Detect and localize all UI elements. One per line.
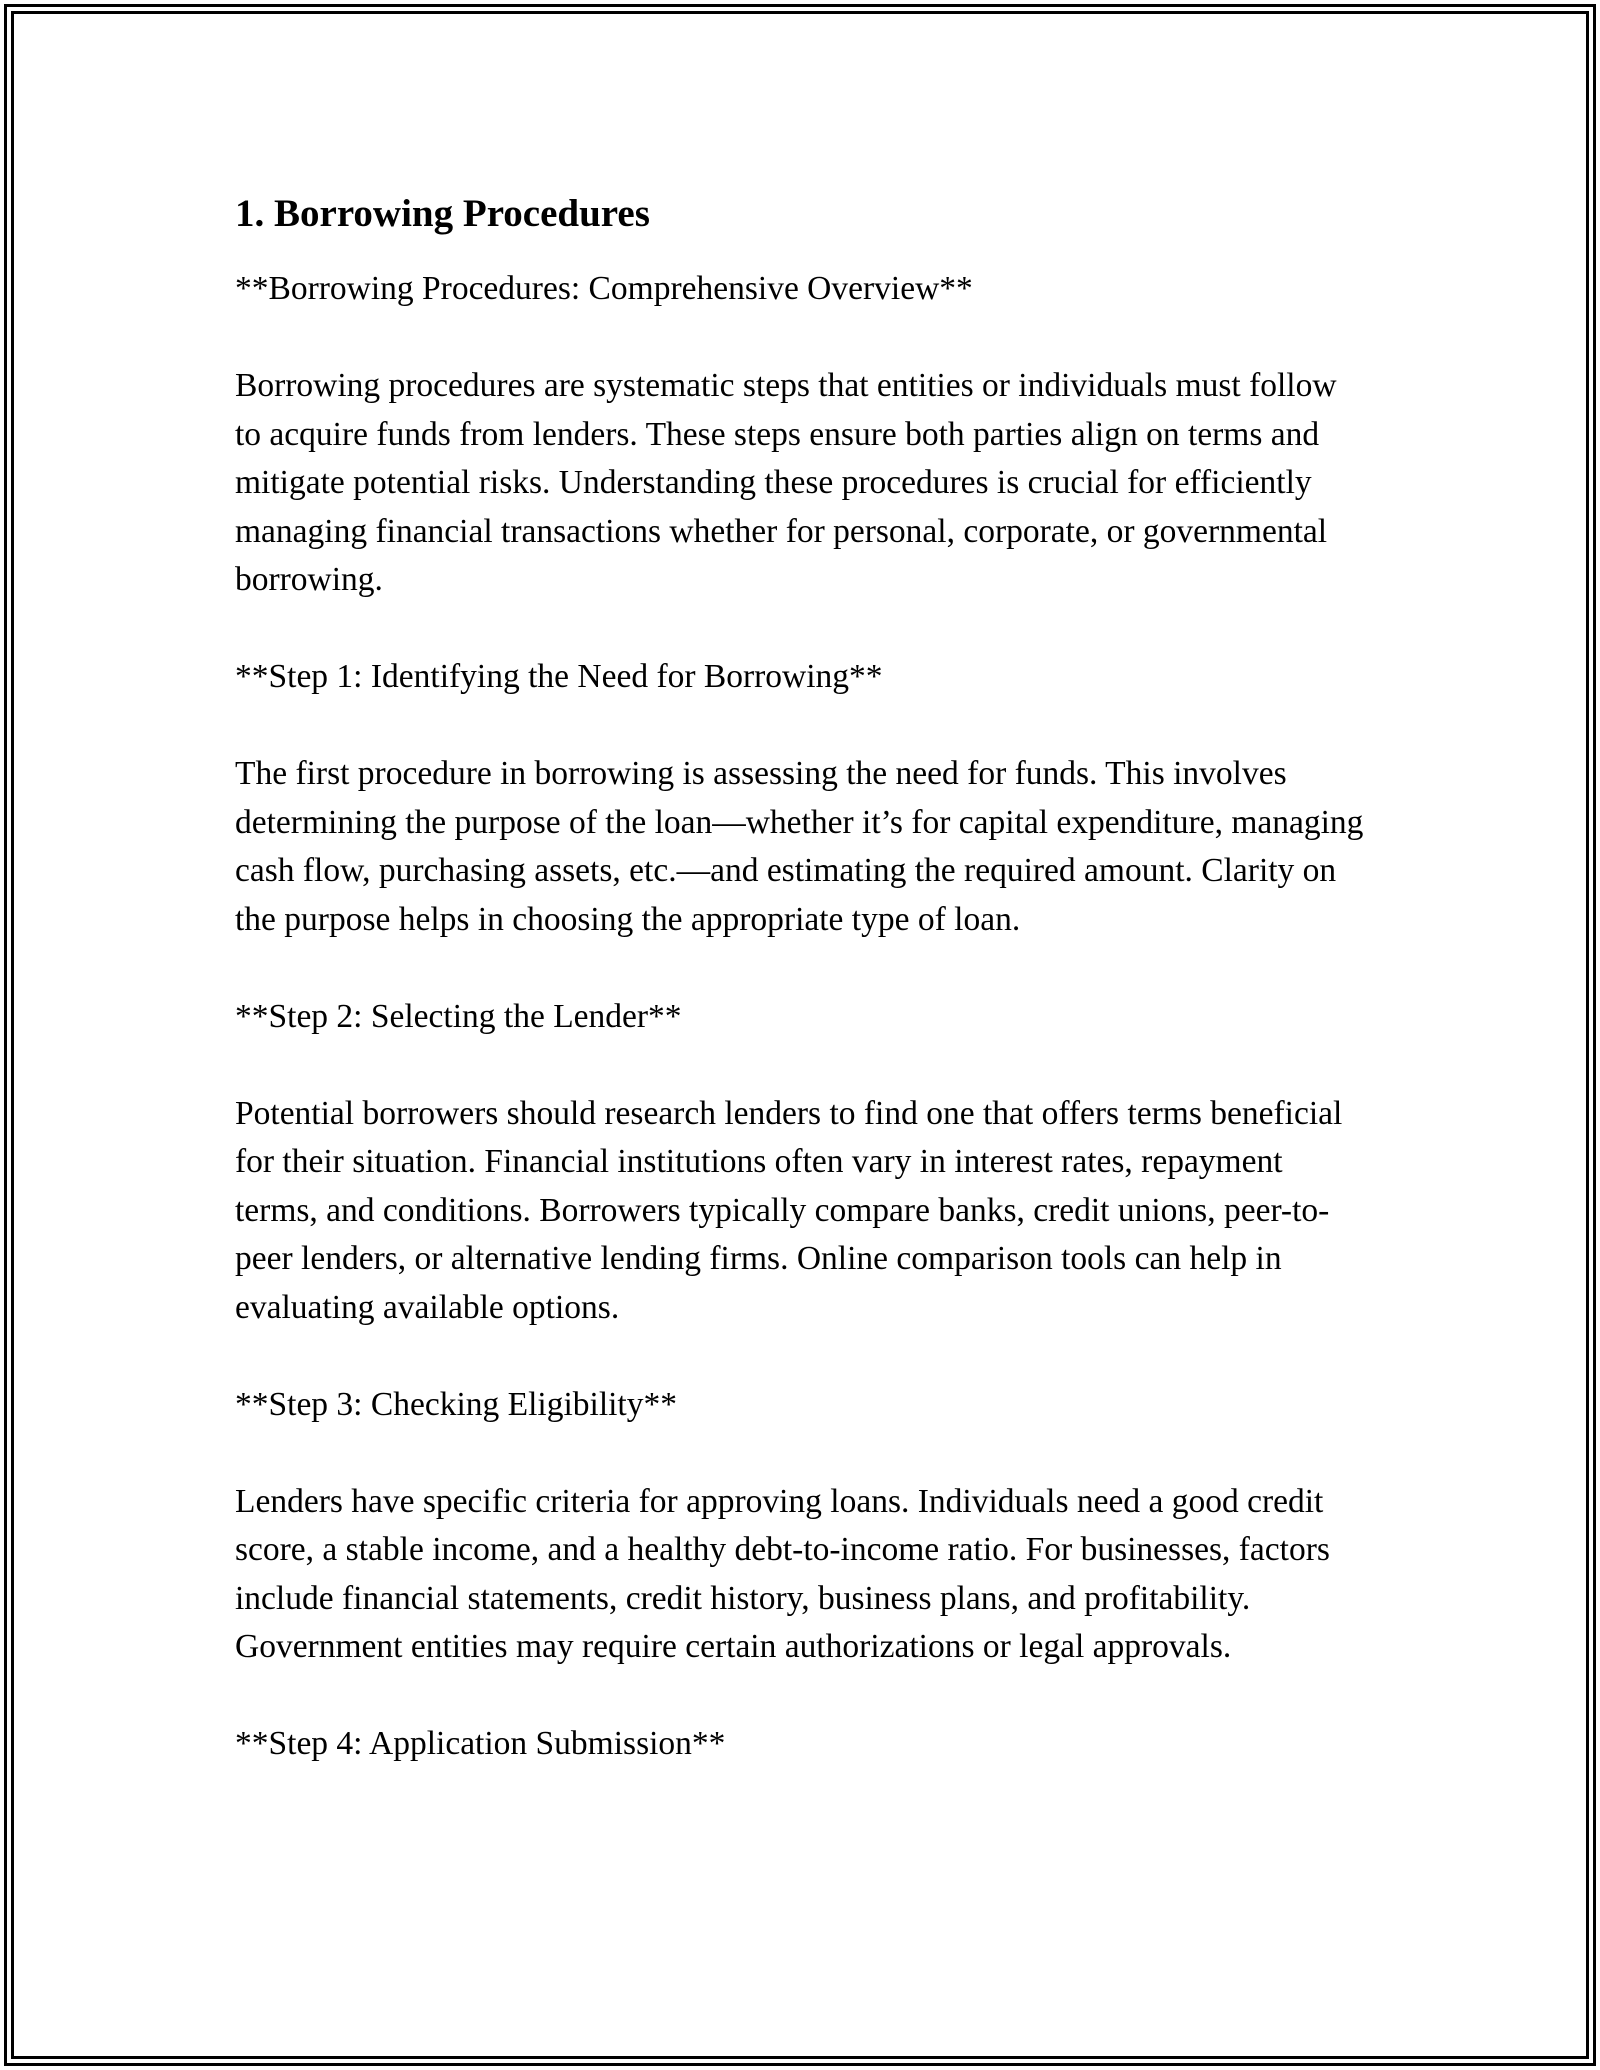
step-1-title: **Step 1: Identifying the Need for Borrowing** (235, 658, 883, 695)
step-1-paragraph: The first procedure in borrowing is assessing the need for funds. This involves determining the purpose of the loan—whether it’s for capital expenditure, managing cash flow, purchasing assets, etc.—and estimating the required amount. Clarity on the purpose helps in choosing the appropriate type of loan. (235, 755, 1364, 938)
section-heading: 1. Borrowing Procedures (235, 192, 650, 235)
step-2-title: **Step 2: Selecting the Lender** (235, 997, 682, 1035)
step-4-title: **Step 4: Application Submission** (235, 1725, 726, 1762)
step-2-paragraph: Potential borrowers should research lenders to find one that offers terms beneficial for their situation. Financial institutions often vary in interest rates, repayment terms, and conditions. Borrowers typically compare banks, credit unions, peer-to-peer lenders, or alternative lending firms. Online comparison tools can help in evaluating available options. (235, 1094, 1343, 1326)
overview-title: **Borrowing Procedures: Comprehensive Overview** (235, 270, 973, 307)
document-body (235, 186, 1365, 1769)
overview-paragraph: Borrowing procedures are systematic steps that entities or individuals must follow to acquire funds from lenders. These steps ensure both parties align on terms and mitigate potential risks. Understanding these procedures is crucial for efficiently managing financial transactions whether for personal, corporate, or governmental borrowing. (235, 367, 1337, 598)
step-3-paragraph: Lenders have specific criteria for approving loans. Individuals need a good credit score, a stable income, and a healthy debt-to-income ratio. For businesses, factors include financial statements, credit history, business plans, and profitability. Government entities may require certain authorizations or legal approvals. (235, 1482, 1330, 1665)
step-3-title: **Step 3: Checking Eligibility** (235, 1385, 677, 1423)
